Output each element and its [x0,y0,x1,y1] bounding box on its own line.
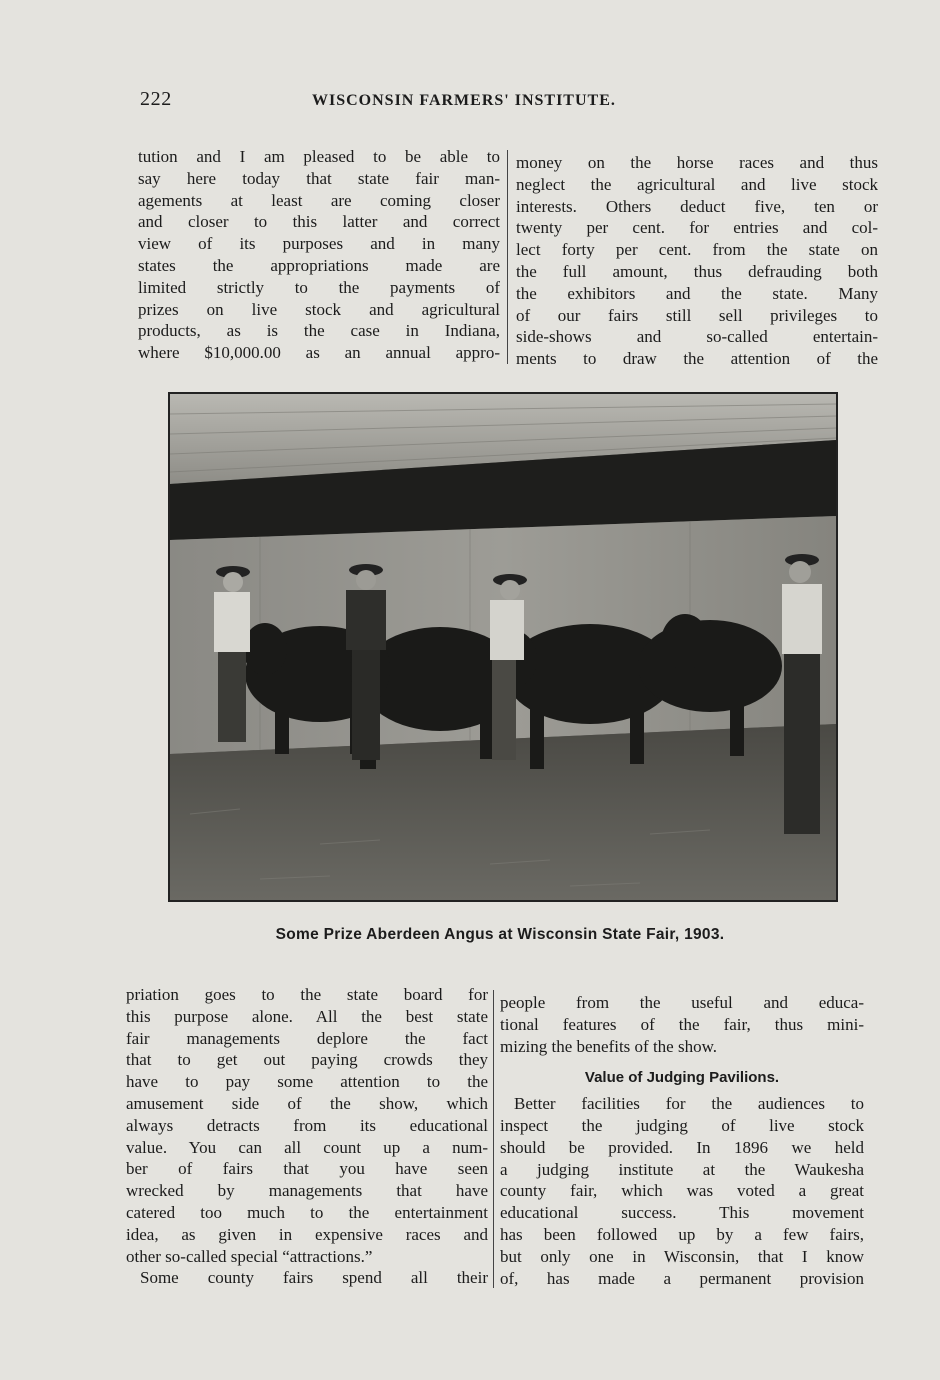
text-line: catered too much to the entertainment [126,1202,488,1222]
top-right-column [516,152,878,370]
photo-illustration [170,394,836,900]
text-line: side-shows and so-called entertain- [516,327,878,347]
bottom-right-column [500,992,864,1289]
text-line: twenty per cent. for entries and col- [516,218,878,238]
text-line: the exhibitors and the state. Many [516,283,878,303]
text-line: lect forty per cent. from the state on [516,240,878,260]
text-line: people from the useful and educa- [500,993,864,1012]
text-line: but only one in Wisconsin, that I know [500,1246,864,1266]
text-line: always detracts from its educational [126,1115,488,1135]
text-line: educational success. This movement [500,1203,864,1223]
text-line: priation goes to the state board for [126,985,488,1004]
column-rule [507,150,508,364]
text-line: agements at least are coming closer [138,190,500,210]
text-line: the full amount, thus defrauding both [516,261,878,281]
text-line: mizing the benefits of the show. [500,1036,718,1056]
text-line: products, as is the case in Indiana, [138,321,500,341]
figure-caption: Some Prize Aberdeen Angus at Wisconsin State Fair, 1903. [275,926,725,943]
text-line: limited strictly to the payments of [138,277,500,297]
text-line: value. You can all count up a num- [126,1137,488,1157]
text-line: other so-called special “attractions.” [126,1246,373,1266]
text-line: money on the horse races and thus [516,153,878,172]
running-header [140,88,700,118]
text-line: inspect the judging of live stock [500,1115,864,1135]
text-line: wrecked by managements that have [126,1181,488,1201]
text-line: a judging institute at the Waukesha [500,1159,864,1179]
text-line: and closer to this latter and correct [138,212,500,232]
text-line: where $10,000.00 as an annual appro- [138,343,500,363]
text-line: interests. Others deduct five, ten or [516,196,878,216]
text-line: ber of fairs that you have seen [126,1159,488,1179]
text-line: that to get out paying crowds they [126,1050,488,1070]
text-line: should be provided. In 1896 we held [500,1137,864,1157]
text-line: fair managements deplore the fact [126,1028,488,1048]
page-number: 222 [140,88,172,110]
column-rule [493,990,494,1288]
text-line: county fair, which was voted a great [500,1181,864,1201]
running-title: WISCONSIN FARMERS' INSTITUTE. [312,92,616,109]
text-line: ments to draw the attention of the [516,349,878,369]
text-line: of our fairs still sell privileges to [516,305,878,325]
text-line: tional features of the fair, thus mini- [500,1014,864,1034]
bottom-left-column [126,984,488,1289]
text-line: neglect the agricultural and live stock [516,174,878,194]
text-line: have to pay some attention to the [126,1072,488,1092]
text-line: amusement side of the show, which [126,1093,488,1113]
text-line: idea, as given in expensive races and [126,1224,488,1244]
text-line: tution and I am pleased to be able to [138,147,500,166]
top-left-column [138,146,500,364]
text-line: this purpose alone. All the best state [126,1006,488,1026]
text-line: has been followed up by a few fairs, [500,1224,864,1244]
text-line: say here today that state fair man- [138,168,500,188]
cattle-photograph [168,392,838,902]
text-line: of, has made a permanent provision [500,1268,864,1288]
text-line: view of its purposes and in many [138,234,500,254]
text-line: states the appropriations made are [138,255,500,275]
section-subheading: Value of Judging Pavilions. [584,1069,780,1087]
text-line: Some county fairs spend all their [140,1268,488,1288]
text-line: Better facilities for the audiences to [514,1094,864,1114]
text-line: prizes on live stock and agricultural [138,299,500,319]
